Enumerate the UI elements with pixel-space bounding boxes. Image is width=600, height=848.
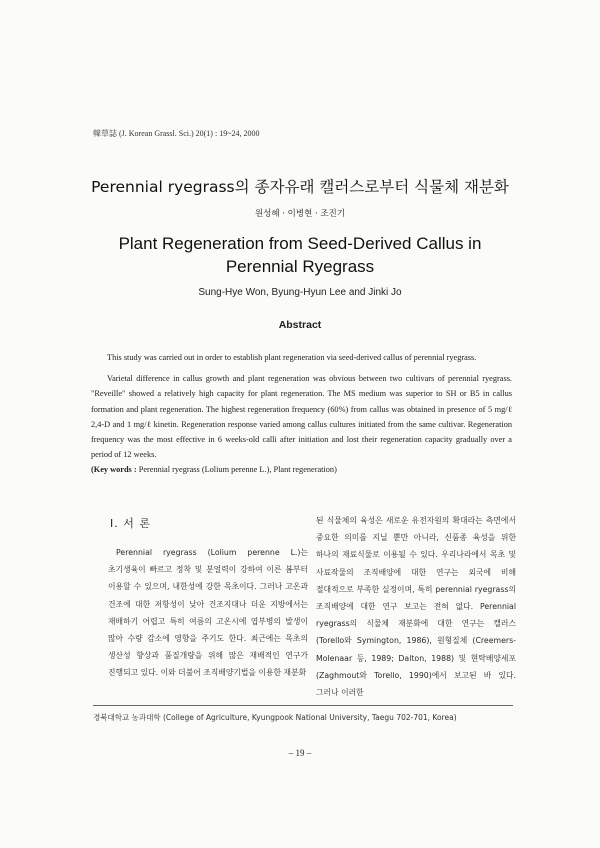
right-column-paragraph: 된 식물체의 육성은 새로운 유전자원의 확대라는 측면에서 중요한 의미를 지닐 뿐만 아니라, 신품종 육성을 위한 하나의 재료식물로 이용될 수 있다. 우리나라에서 목초 및 사료작물의 조직배양에 대한 연구는 외국에 비해 절대적으로 부족한 실정이며, 특히 perennial ryegrass의 조직배양에 대한 연구 보고는 전혀 없다. Perennial ryegrass의 식물체 재분화에 대한 연구는 캘러스 (Torello와 Symington, 1986), 원형질체 (Creemers-Molenaar 등, 1989; Dalton, 1988) 및 현탁배양세포 (Zaghmout와 Torello, 1990)에서 보고된 바 있다. 그러나 이러한 [316, 516, 516, 698]
right-column-text [316, 512, 516, 701]
key-words [91, 462, 512, 477]
english-title [0, 232, 600, 278]
journal-reference: 韓草誌 (J. Korean Grassl. Sci.) 20(1) : 19~24, 2000 [93, 129, 260, 138]
footnote-divider [93, 705, 513, 706]
english-title-line-1: Plant Regeneration from Seed-Derived Callus in [118, 234, 482, 253]
english-authors: Sung-Hye Won, Byung-Hyun Lee and Jinki Jo [198, 287, 402, 298]
left-column-paragraph: Perennial ryegrass (Lolium perenne L.)는 초기생육이 빠르고 정착 및 분얼력이 강하여 이른 봄부터 이용할 수 있으며, 내한성에 강한 목초이다. 그러나 고온과 건조에 대한 저항성이 낮아 건조지대나 더운 지방에서는 재배하기 어렵고 특히 여름의 고온시에 엽부병의 발생이 많아 수량 감소에 영향을 주기도 한다. 최근에는 목초의 생산성 향상과 품질개량을 위해 많은 재배적인 연구가 진행되고 있다. 이와 더불어 조직배양기법을 이용한 재분화 [108, 548, 308, 678]
korean-authors: 원성혜 · 이병현 · 조진기 [254, 209, 346, 219]
key-words-label: (Key words : [91, 465, 139, 475]
page-number: – 19 – [288, 748, 312, 758]
abstract-heading: Abstract [278, 319, 322, 331]
abstract-paragraph-2: Varietal difference in callus growth and plant regeneration was obvious between two cultivars of perennial ryegrass. "Reveille" showed a relatively high capacity for plant regeneration. The MS medium was superior to SH or B5 in callus formation and plant regeneration. The highest regeneration frequency (60%) from callus was obtained in presence of 5 mg/ℓ 2,4-D and 1 mg/ℓ kinetin. Regeneration response varied among callus cultures initiated from the same cultivar. Regeneration frequency was the most effective in 6 weeks-old calli after initiation and lost their regeneration capacity gradually over a period of 12 weeks. [91, 374, 512, 460]
left-column-text [108, 544, 308, 682]
english-title-line-2: Perennial Ryegrass [225, 257, 375, 276]
key-words-value: Perennial ryegrass (Lolium perenne L.), Plant regeneration) [138, 465, 337, 475]
abstract-body [91, 350, 512, 478]
korean-title: Perennial ryegrass의 종자유래 캘러스로부터 식물체 재분화 [91, 178, 509, 196]
affiliation-footnote: 경북대학교 농과대학 (College of Agriculture, Kyungpook National University, Taegu 702-701, Korea) [93, 713, 457, 722]
section-heading-introduction: I. 서 론 [110, 517, 151, 530]
abstract-paragraph-1: This study was carried out in order to establish plant regeneration via seed-derived callus of perennial ryegrass. [107, 353, 477, 362]
